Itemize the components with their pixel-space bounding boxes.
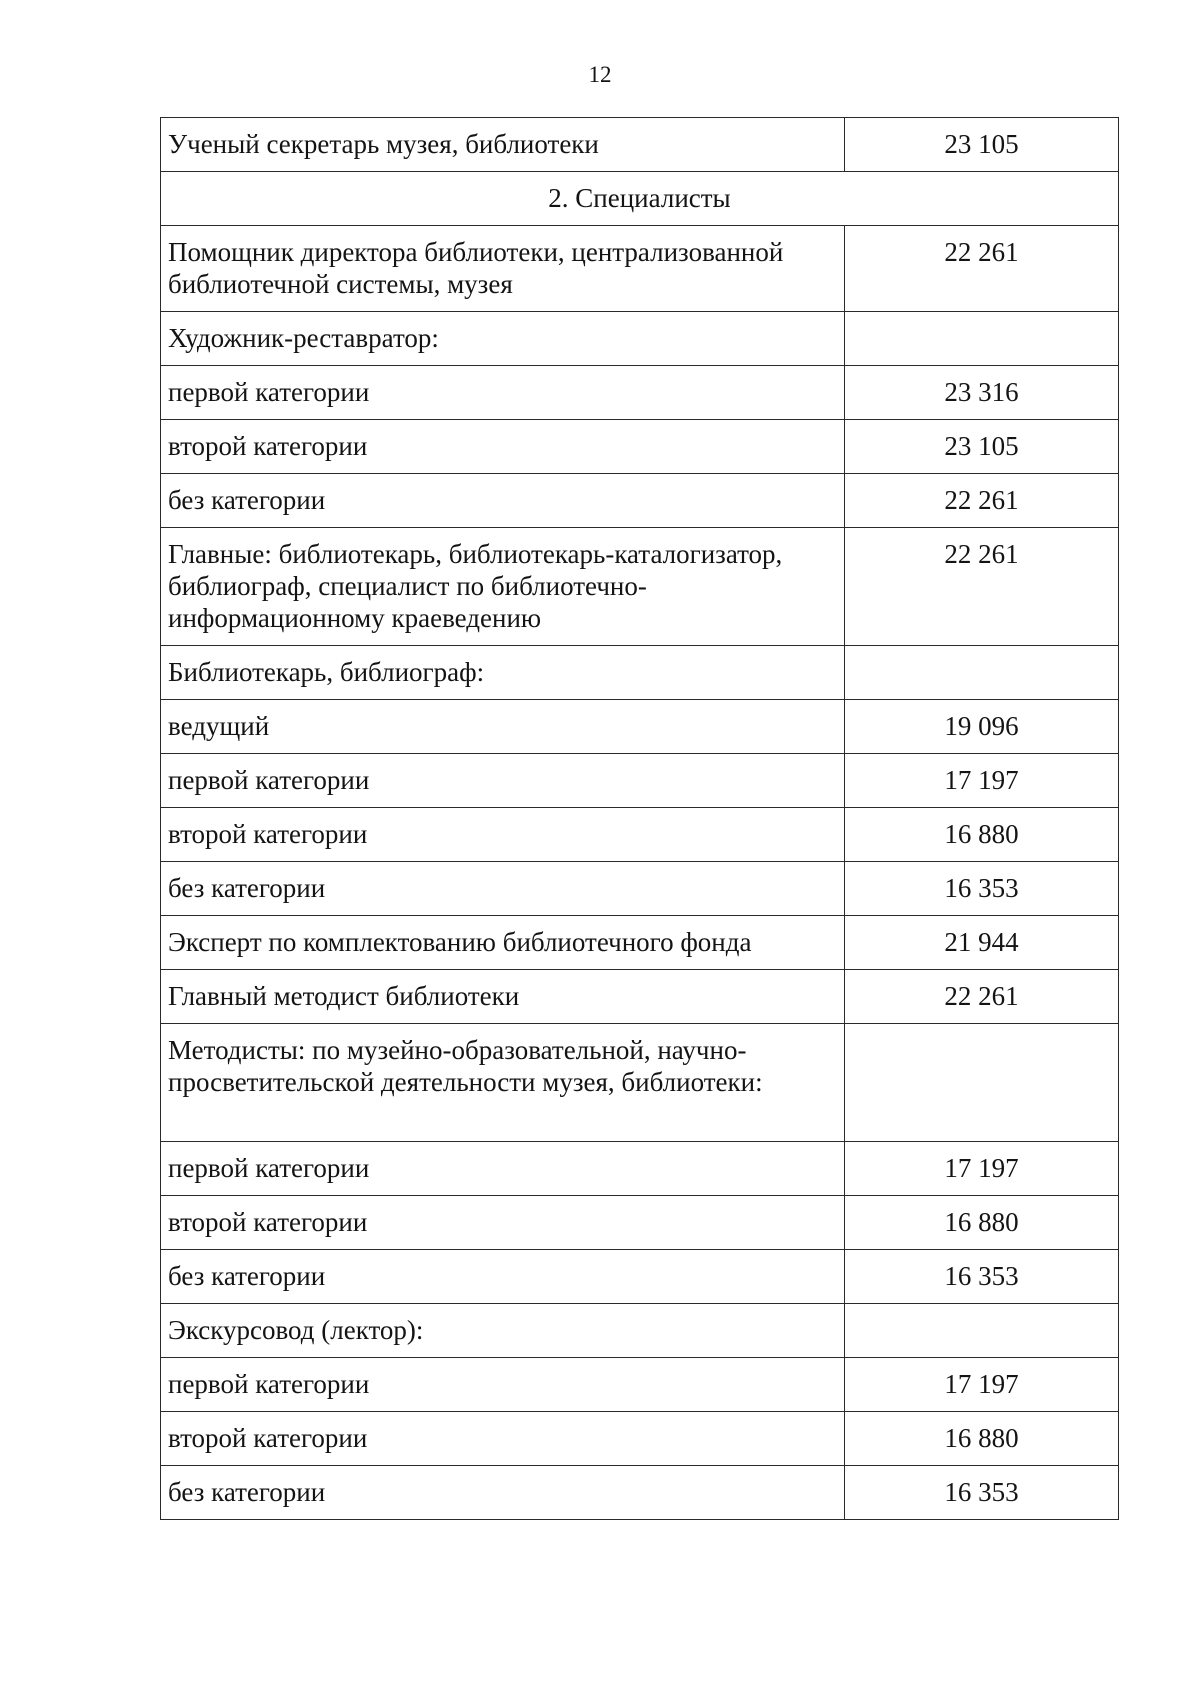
group-name: Библиотекарь, библиограф: (161, 646, 845, 700)
table-row (161, 366, 1119, 420)
salary-value: 22 261 (845, 528, 1119, 646)
section-header-row (161, 172, 1119, 226)
section-title: 2. Специалисты (161, 172, 1119, 226)
group-name: Экскурсовод (лектор): (161, 1304, 845, 1358)
salary-table (160, 117, 1119, 1520)
salary-value: 21 944 (845, 916, 1119, 970)
salary-value: 23 105 (845, 118, 1119, 172)
table-row (161, 1466, 1119, 1520)
position-name: Главные: библиотекарь, библиотекарь-каталогизатор, библиограф, специалист по библиотечно-информационному краеведению (161, 528, 845, 646)
salary-value: 16 353 (845, 862, 1119, 916)
position-name: Эксперт по комплектованию библиотечного фонда (161, 916, 845, 970)
table-row (161, 474, 1119, 528)
salary-value: 17 197 (845, 1358, 1119, 1412)
category-name: без категории (161, 474, 845, 528)
salary-value (845, 1024, 1119, 1142)
category-name: без категории (161, 1466, 845, 1520)
category-name: первой категории (161, 754, 845, 808)
table-row (161, 1142, 1119, 1196)
category-name: первой категории (161, 1142, 845, 1196)
salary-value: 17 197 (845, 754, 1119, 808)
table-row (161, 754, 1119, 808)
table-row (161, 528, 1119, 646)
table-row (161, 1304, 1119, 1358)
category-name: второй категории (161, 420, 845, 474)
table-row (161, 700, 1119, 754)
category-name: второй категории (161, 1412, 845, 1466)
salary-value: 23 316 (845, 366, 1119, 420)
category-name: второй категории (161, 1196, 845, 1250)
table-row (161, 312, 1119, 366)
salary-value (845, 1304, 1119, 1358)
position-name: Помощник директора библиотеки, централизованной библиотечной системы, музея (161, 226, 845, 312)
table-row (161, 862, 1119, 916)
salary-value: 16 353 (845, 1466, 1119, 1520)
table-row (161, 226, 1119, 312)
group-name: Художник-реставратор: (161, 312, 845, 366)
table-row (161, 118, 1119, 172)
table-row (161, 916, 1119, 970)
salary-value: 16 880 (845, 1196, 1119, 1250)
table-row (161, 1412, 1119, 1466)
salary-value: 16 353 (845, 1250, 1119, 1304)
table-row (161, 1024, 1119, 1142)
salary-value: 22 261 (845, 226, 1119, 312)
salary-value: 23 105 (845, 420, 1119, 474)
salary-value (845, 312, 1119, 366)
position-name: Ученый секретарь музея, библиотеки (161, 118, 845, 172)
table-row (161, 420, 1119, 474)
salary-value (845, 646, 1119, 700)
salary-value: 17 197 (845, 1142, 1119, 1196)
table-row (161, 808, 1119, 862)
table-row (161, 970, 1119, 1024)
category-name: первой категории (161, 366, 845, 420)
category-name: ведущий (161, 700, 845, 754)
category-name: второй категории (161, 808, 845, 862)
salary-value: 16 880 (845, 808, 1119, 862)
table-row (161, 1196, 1119, 1250)
salary-value: 22 261 (845, 970, 1119, 1024)
table-row (161, 1358, 1119, 1412)
category-name: без категории (161, 862, 845, 916)
category-name: первой категории (161, 1358, 845, 1412)
salary-value: 19 096 (845, 700, 1119, 754)
page-number: 12 (588, 62, 612, 87)
salary-value: 16 880 (845, 1412, 1119, 1466)
group-name: Методисты: по музейно-образовательной, научно-просветительской деятельности музея, библиотеки: (161, 1024, 845, 1142)
position-name: Главный методист библиотеки (161, 970, 845, 1024)
table-row (161, 646, 1119, 700)
table-row (161, 1250, 1119, 1304)
category-name: без категории (161, 1250, 845, 1304)
salary-value: 22 261 (845, 474, 1119, 528)
